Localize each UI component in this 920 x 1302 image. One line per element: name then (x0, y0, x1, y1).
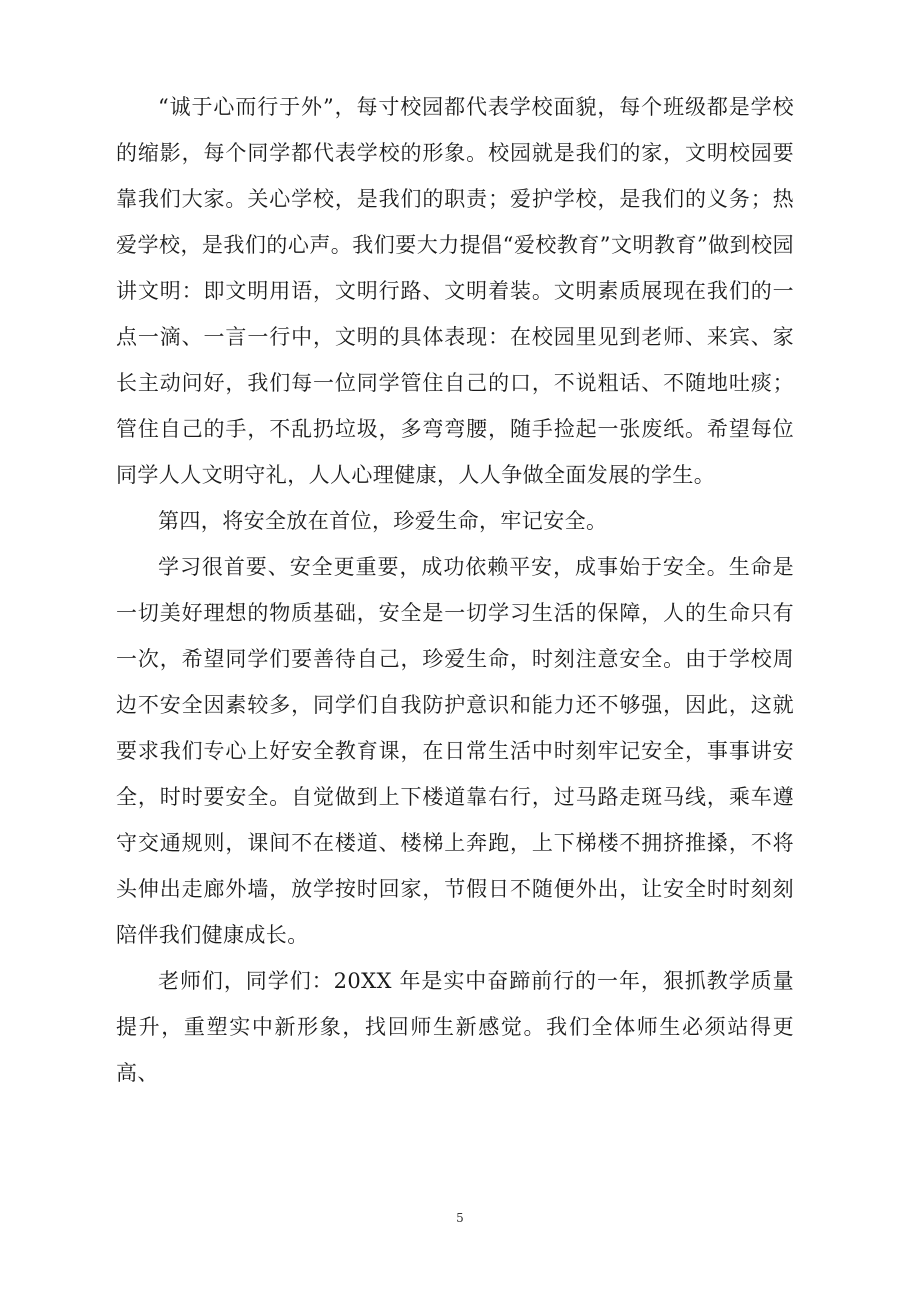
page-number: 5 (456, 1211, 464, 1225)
paragraph-safety: 学习很首要、安全更重要，成功依赖平安，成事始于安全。生命是一切美好理想的物质基础，安全是一切学习生活的保障，人的生命只有一次，希望同学们要善待自己，珍爱生命，时刻注意安全。由于学校周边不安全因素较多，同学们自我防护意识和能力还不够强，因此，这就要求我们专心上好安全教育课，在日常生活中时刻牢记安全，事事讲安全，时时要安全。自觉做到上下楼道靠右行，过马路走斑马线，乘车遵守交通规则，课间不在楼道、楼梯上奔跑，上下梯楼不拥挤推搡，不将头伸出走廊外墙，放学按时回家，节假日不随便外出，让安全时时刻刻陪伴我们健康成长。 (116, 555, 794, 947)
document-body (116, 84, 794, 1096)
paragraph-civility: “诚于心而行于外”，每寸校园都代表学校面貌，每个班级都是学校的缩影，每个同学都代表学校的形象。校园就是我们的家，文明校园要靠我们大家。关心学校，是我们的职责；爱护学校，是我们的义务；热爱学校，是我们的心声。我们要大力提倡“爱校教育”文明教育”做到校园讲文明：即文明用语，文明行路、文明着装。文明素质展现在我们的一点一滴、一言一行中，文明的具体表现：在校园里见到老师、来宾、家长主动问好，我们每一位同学管住自己的口，不说粗话、不随地吐痰；管住自己的手，不乱扔垃圾，多弯弯腰，随手捡起一张废纸。希望每位同学人人文明守礼，人人心理健康，人人争做全面发展的学生。 (116, 95, 794, 487)
paragraph-address: 老师们，同学们：20XX 年是实中奋蹄前行的一年，狠抓教学质量提升，重塑实中新形象，找回师生新感觉。我们全体师生必须站得更高、 (116, 969, 794, 1085)
paragraph-safety-heading: 第四，将安全放在首位，珍爱生命，牢记安全。 (158, 509, 608, 533)
